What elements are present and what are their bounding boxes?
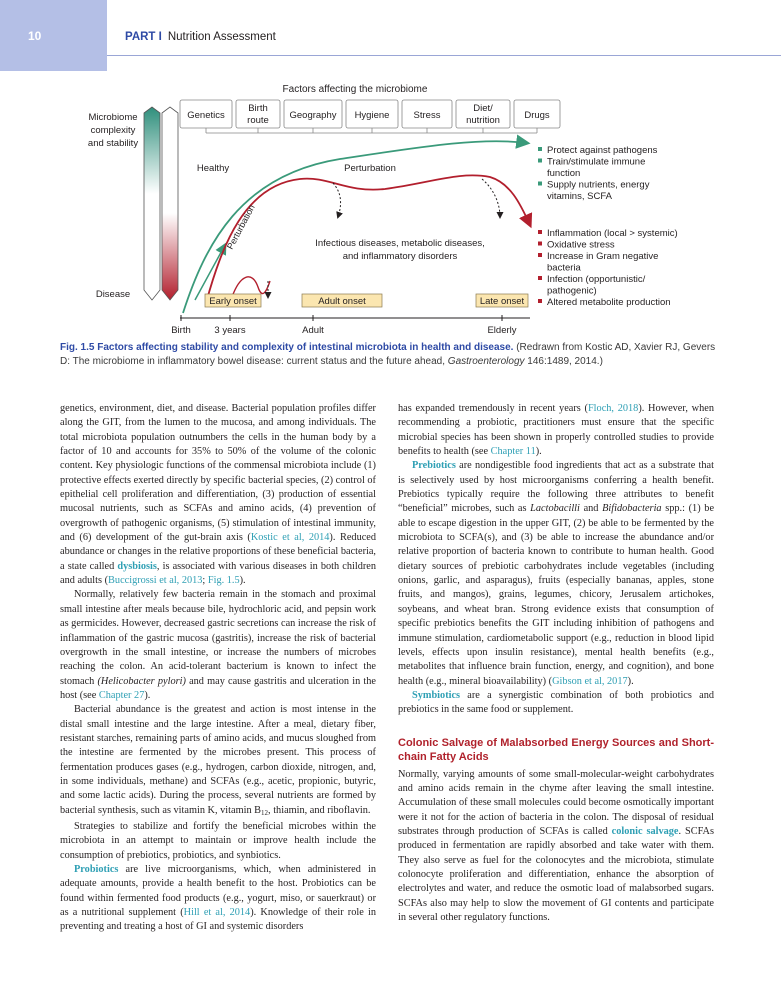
paragraph: Bacterial abundance is the greatest and action is most intense in the distal small intestine and the large intestine. After a meal, dietary fiber, resistant starches, remaining parts of amino acids, and mucus sloughed from the intestine are fermented by the microbes present. This process of fermentation produces gases (e.g., hydrogen, carbon dioxide, nitrogen, and, in some individuals, methane) and SCFAs (e.g., acetic, propionic, butyric, and some lactic acids). During the process, several nutrients are formed by bacterial synthesis, such as vitamin K, vitamin $B_{12}$, thiamin, and riboflavin. (60, 704, 376, 817)
list-item (538, 180, 650, 203)
list-item (538, 240, 615, 251)
y-axis-bottom-label: Disease (95, 289, 131, 300)
onset-box (476, 294, 528, 307)
figure-caption (60, 341, 725, 369)
list-item (538, 297, 671, 308)
paragraph: has expanded tremendously in recent years (Floch, 2018). However, when recommending a probiotic, practitioners must ensure that the specific microbial species has been shown in properly controlled studies to provide benefits to health (see Chapter 11). (398, 403, 714, 458)
factor-label: Geography (289, 110, 337, 121)
list-item-text: pathogenic) (547, 285, 597, 297)
timeline-label: 3 years (214, 325, 246, 336)
y-axis-top-label (88, 112, 138, 149)
paragraph: Symbiotics are a synergistic combination of both probiotics and prebiotics in the same food or supplement. (398, 689, 714, 716)
svg-text:Microbiome: Microbiome (88, 112, 138, 123)
factor-box (236, 100, 280, 133)
factor-label: nutrition (466, 115, 500, 126)
paragraph: Strategies to stabilize and fortify the beneficial microbes within the microbiota in an attempt to maintain or improve health include the consumption of prebiotics, probiotics, and synbiotics. (60, 820, 376, 861)
factor-label: route (247, 115, 269, 126)
dashed-arrow-middle (333, 183, 341, 217)
list-item-text: Altered metabolite production (547, 297, 671, 308)
timeline-label: Birth (171, 325, 191, 336)
factor-label: Birth (248, 103, 268, 114)
list-item (538, 228, 678, 239)
paragraph: Probiotics are live microorganisms, which, when administered in adequate amounts, provide a health benefit to the host. Probiotics can be found within fermented food products (e.g., yogurt, miso, or sauerkraut) or as a nutritional supplement (Hill et al, 2014). Knowledge of their role in preventing and treating a host of GI and systemic disorders (60, 864, 376, 933)
left-column (60, 402, 376, 935)
right-column (398, 402, 714, 925)
keyword-symbiotics[interactable]: Symbiotics (412, 689, 461, 701)
part-title: Nutrition Assessment (167, 31, 276, 43)
figure-microbiome (0, 75, 781, 345)
citation-link[interactable]: Hill et al, 2014 (183, 907, 251, 919)
paragraph: Normally, varying amounts of some small-molecular-weight carbohydrates and amino acids remain in the chyme after leaving the small intestine. Accumulation of these small molecules could become osmotically important were it not for the action of bacteria in the colon. The disposal of residual substrates through production of SCFAs is called colonic salvage. SCFAs produced in fermentation are rapidly absorbed and take water with them. They also serve as fuel for the colonocytes and the microbiota, stimulate colonocyte proliferation and differentiation, enhance the absorption of electrolytes and water, and reduce the osmotic load of malabsorbed sugars. SCFAs also may help to slow the movement of GI contents and participate in several other regulatory functions. (398, 768, 714, 923)
keyword-colonic-salvage[interactable]: colonic salvage (611, 825, 679, 837)
disease-text (315, 238, 485, 262)
benefits-list (538, 145, 658, 202)
caption-title: Factors affecting stability and complexity of intestinal microbiota in health and disease. (97, 342, 514, 353)
paragraph: Prebiotics are nondigestible food ingredients that act as a substrate that is selectively used by host microorganisms conferring a health benefit. Prebiotics typically require the following three attributes to benefit “beneficial” microbes, such as Lactobacilli and Bifidobacteria spp.: (1) be able to escape digestion in the upper GIT, (2) be able to be fermented by the microbiota to SCFA(s), and (3) be able to increase the abundance and/or relative proportion of bacteria known to contribute to human health. Good dietary sources of prebiotic carbohydrates include vegetables (including onions, garlic, and asparagus), fruits (especially bananas, apples, stone fruits, and mangos), grains, legumes, chicory, Jerusalem artichokes, soybeans, and wheat bran. Strong evidence exists that consumption of specific prebiotics benefits the GIT including inhibition of pathogens and immune stimulation, cardiometabolic support (e.g., reduction in blood lipid levels, effects upon insulin resistance), mental health benefits (e.g., metabolites that influence brain function, energy, and cognition), and bone health (e.g., mineral bioavailability) (Gibson et al, 2017). (398, 460, 715, 687)
svg-text:complexity: complexity (90, 125, 136, 136)
chapter-link[interactable]: Chapter 11 (490, 446, 536, 458)
perturbation-diagonal-label: Perturbation (224, 202, 257, 251)
list-item (538, 157, 645, 180)
caption-source-post: 146:1489, 2014.) (524, 356, 603, 367)
figure-diagram (0, 75, 781, 345)
keyword-prebiotics[interactable]: Prebiotics (412, 460, 456, 472)
factor-box (346, 100, 398, 133)
disease-gradient-bar (162, 107, 178, 300)
keyword-probiotics[interactable]: Probiotics (74, 864, 119, 875)
paragraph: genetics, environment, diet, and disease. Bacterial population profiles differ along the GIT, from the lumen to the mucosa, and among individuals. The total microbiota population outnumbers the cells in the human body by a factor of 10 and accounts for 35% to 50% of the volume of the colonic content. Key physiologic functions of the commensal microbiota include (1) protective effects exerted directly by specific bacterial species, (2) control of epithelial cell proliferation and differentiation, (3) production of essential mucosal nutrients, such as SCFAs and amino acids, (4) prevention of overgrowth of pathogenic organisms, (5) stimulation of intestinal immunity, and (6) development of the gut-brain axis (Kostic et al, 2014). Reduced abundance or changes in the relative proportions of these beneficial bacteria, a state called dysbiosis, is associated with various diseases in both children and adults (Buccigrossi et al, 2013; Fig. 1.5). (60, 403, 377, 587)
svg-text:and stability: and stability (87, 138, 139, 149)
section-heading: Colonic Salvage of Malabsorbed Energy Sources and Short-chain Fatty Acids (398, 736, 714, 763)
figure-title: Factors affecting the microbiome (282, 84, 428, 95)
svg-text:and inflammatory disorders: and inflammatory disorders (342, 251, 458, 262)
onset-box (205, 294, 261, 307)
factor-label: Genetics (187, 110, 225, 121)
list-item-text: Increase in Gram negative (547, 251, 659, 262)
healthy-label: Healthy (196, 163, 230, 174)
factor-label: Hygiene (354, 110, 390, 121)
complexity-gradient-bar (144, 107, 160, 300)
list-item-text: bacteria (547, 262, 581, 274)
chapter-link[interactable]: Chapter 27 (98, 689, 145, 701)
factor-box (284, 100, 342, 133)
page-number: 10 (28, 29, 42, 43)
timeline-label: Adult (302, 325, 324, 336)
perturbation-label: Perturbation (344, 163, 396, 174)
paragraph: Normally, relatively few bacteria remain in the stomach and proximal small intestine after meals because bile, hydrochloric acid, and pepsin work as germicides. However, decreased gastric secretions can increase the risk of inflammation of the gastric mucosa (gastritis), increase the risk of bacterial overgrowth in the small intestine, or increase the numbers of microbes reaching the colon. An acid-tolerant bacterium is known to infect the stomach (Helicobacter pylori) and may cause gastritis and ulceration in the host (see Chapter 27). (60, 589, 376, 701)
keyword-dysbiosis[interactable]: dysbiosis (117, 560, 157, 572)
list-item-text: function (547, 168, 581, 179)
page-number-box (0, 0, 107, 71)
svg-text:Infectious diseases, metabolic: Infectious diseases, metabolic diseases, (315, 238, 485, 249)
factor-label: Stress (413, 110, 441, 121)
figure-link[interactable]: Fig. 1.5 (207, 575, 240, 587)
running-header-band (107, 0, 781, 56)
onset-label: Late onset (479, 296, 525, 307)
factor-label: Diet/ (473, 103, 493, 114)
factor-label: Drugs (524, 110, 550, 121)
list-item-text: Train/stimulate immune (547, 156, 646, 168)
list-item-text: Supply nutrients, energy (547, 179, 650, 191)
factor-boxes (180, 100, 560, 133)
list-item (538, 145, 658, 156)
onset-label: Adult onset (318, 296, 366, 307)
factor-box (514, 100, 560, 133)
citation-link[interactable]: Floch, 2018 (587, 403, 639, 414)
dashed-arrow-right (482, 179, 500, 217)
caption-source-pre: (Redrawn from Kostic AD, Xavier RJ, Gevers D: The microbiome in inflammatory bowel disease: current status and the future ahead, (60, 342, 716, 367)
citation-link[interactable]: Kostic et al, 2014 (250, 532, 330, 544)
factor-box (402, 100, 452, 133)
citation-link[interactable]: Gibson et al, 2017 (552, 675, 628, 687)
citation-link[interactable]: Buccigrossi et al, 2013 (108, 575, 203, 587)
onset-label: Early onset (209, 296, 257, 307)
caption-journal: Gastroenterology (447, 356, 525, 367)
timeline-label: Elderly (487, 325, 517, 336)
list-item-text: Oxidative stress (547, 239, 615, 251)
part-label: PART I (125, 31, 162, 43)
running-header (125, 31, 276, 43)
onset-boxes (205, 294, 528, 307)
list-item-text: Inflammation (local > systemic) (547, 228, 678, 239)
caption-label: Fig. 1.5 (60, 342, 95, 353)
factor-box (456, 100, 510, 133)
list-item (538, 251, 658, 274)
list-item-text: vitamins, SCFA (547, 191, 612, 202)
onset-box (302, 294, 382, 307)
list-item (538, 274, 646, 297)
list-item-text: Infection (opportunistic/ (547, 274, 646, 285)
list-item-text: Protect against pathogens (547, 145, 658, 156)
factor-box (180, 100, 232, 133)
harms-list (538, 228, 678, 308)
